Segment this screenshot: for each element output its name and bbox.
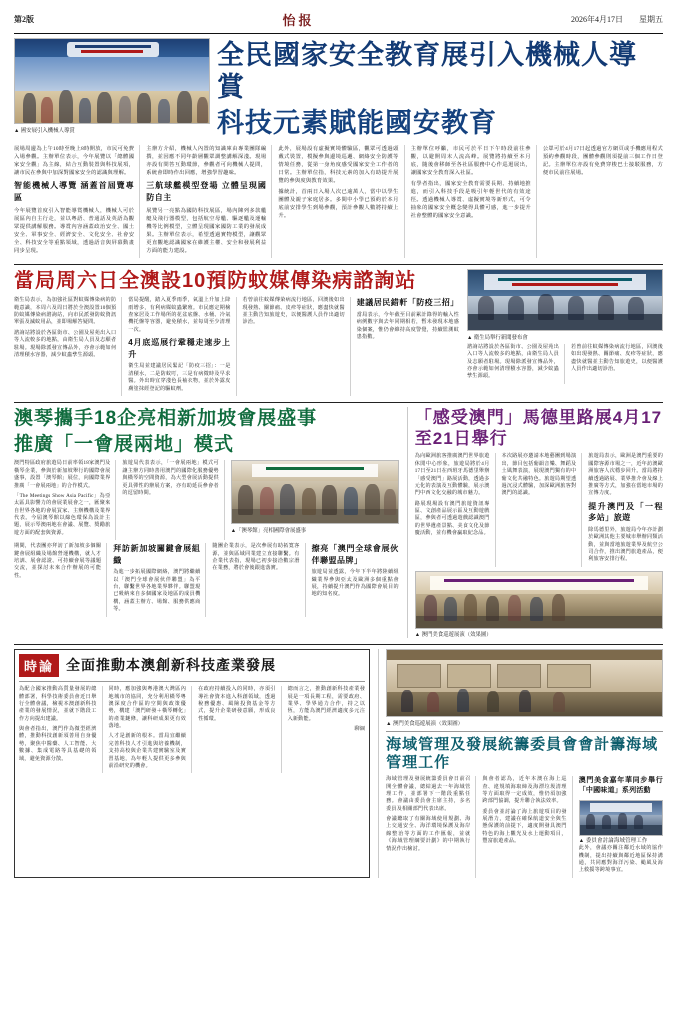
expo-col-6 — [312, 543, 399, 616]
expo-para: 隨團企業表示，是次參展有助拓寬客源，並與區域同業建立直接聯繫。有企業代表指，現場已初步接洽數宗潛在業務，將於會後跟進落實。 — [212, 543, 300, 572]
expo-para: 旅遊局並透露，今年下半年將陸續組織業界參與亞太及歐洲多個重點會展，持續提升澳門作為國際會展目的地的知名度。 — [311, 569, 399, 598]
mosquito-col-3 — [243, 297, 351, 396]
mosquito-para: 諮詢站將設於各區街市、公園及屋苑出入口等人流較多的地點，由衛生局人員及志願者駐場。現場除派發宣傳品外，亦會示範如何清理積水容器，減少蚊蟲孳生源頭。 — [14, 329, 117, 358]
publication-weekday: 星期五 — [639, 15, 663, 24]
masthead-rule — [14, 33, 663, 34]
marine-para: 委員會並討論了海上旅遊項目的發展潛力，建議在確保航道安全與生態保護的前提下，適度開發具澳門特色的海上觀光及水上運動項目，豐富旅遊產品。 — [482, 808, 567, 845]
lead-para: 此外，展場設有虛擬實境體驗區，觀眾可透過頭戴式裝置，模擬參與邊境巡邏、網絡安全防護等情境任務，從第一身角度感受國家安全工作者的日常。主辦單位指，科技元素的加入有助提升展覽的參與度與教育效果。 — [278, 145, 399, 184]
lead-subhead-2: 三航球艦模型登場 立體呈現國防自主 — [146, 180, 267, 202]
editorial — [14, 649, 370, 878]
lead-para: 公眾可於4月17日起透過官方網頁或手機應用程式預約參觀時段，團體參觀則須提前三個工作日登記。主辦單位亦設有免費穿梭巴士接駁服務，方便市民前往展場。 — [542, 145, 664, 176]
expo-col-2 — [122, 460, 224, 540]
mosquito-photo-caption: ▲ 衛生局舉行新聞發布會 — [467, 334, 528, 341]
lead-subhead-1: 智能機械人導覽 涵蓋首屆覽專區 — [14, 180, 135, 202]
marine-side-subhead: 澳門美食嘉年華同步舉行 「中國味道」系列活動 — [578, 777, 663, 795]
expo-photo-block — [231, 460, 399, 540]
lead-para: 展覽另一亮點為國防科技展區，場內陳列多款艦艇及飛行器模型，包括航空母艦、驅逐艦及運輸機等比例模型，立體呈現國家國防工業的發展成果。主辦單位表示，希望透過實物模型，讓觀眾更直觀地認識國家在維護主權、安全和發展利益方面的能力建設。 — [146, 208, 267, 255]
marine-col-2 — [482, 776, 572, 878]
expo-subhead-2: 擦亮「澳門全球會展伙伴聯盟品牌」 — [311, 544, 399, 565]
middle-block — [14, 407, 663, 638]
editorial-col-3 — [198, 686, 282, 773]
mosquito-subhead-2: 建議居民錯軒「防疫三招」 — [356, 298, 459, 308]
street-col-1 — [415, 453, 496, 566]
lead-photo-block — [14, 38, 210, 140]
mosquito-side-col-2 — [571, 344, 663, 384]
page-number: 第2版 — [14, 15, 34, 24]
divider-middle — [14, 644, 663, 645]
street-col-3 — [588, 453, 663, 566]
mosquito-photo-block — [467, 269, 663, 396]
editorial-badge: 時論 — [19, 654, 59, 677]
marine-para: 會議聽取了有關海域使用規劃、海上交通安全、海洋環境保護及海岸線整治等方面的工作匯報，並就《海域管理綱要計劃》的中期執行情況作出檢討。 — [386, 816, 471, 852]
expo-headline-line2: 推廣「一會展兩地」模式 — [14, 433, 235, 455]
expo-headline-line1: 澳琴攜手18企亮相新加坡會展盛事 — [14, 407, 318, 429]
expo-para: 為進一步拓展國際網絡，澳門將繼續以「澳門全球會展伙伴聯盟」為平台，聯繫世界各地業界夥伴。聯盟現已吸納來自多個國家及地區的成員機構，涵蓋主辦方、場館、服務供應商等。 — [113, 569, 201, 613]
marine-photo-caption: ▲ 委員會討論海域管理工作 — [578, 837, 648, 844]
mosquito-side-col-1 — [467, 344, 565, 384]
street-photo — [415, 571, 663, 629]
lead-col-2 — [146, 145, 272, 259]
marine-col-1 — [386, 776, 476, 878]
lead-headline-line2: 科技元素賦能國安教育 — [217, 107, 497, 138]
street-story — [407, 407, 663, 638]
street-para: 路展現場設有澳門旅遊資訊專區、文創產品展示區及互動遊戲區，參與者可透過遊戲認識澳門的世界遺產景點、美食文化及節慶活動，並有機會贏取紀念品。 — [414, 500, 490, 537]
divider-lead — [14, 264, 663, 265]
lead-col-5 — [543, 145, 663, 259]
paper-name: 怡报 — [282, 13, 315, 28]
lead-col-4 — [411, 145, 537, 259]
mosquito-photo — [467, 269, 663, 331]
mosquito-headline: 當局周六日全澳設10預防蚊媒傳染病諮詢站 — [14, 270, 417, 293]
lead-para: 今年展覽首度引入智能導賞機械人，機械人可於展區內自主行走，並以粵語、普通話及英語為觀眾提供講解服務。導賞內容涵蓋政治安全、國土安全、軍事安全、經濟安全、文化安全、社會安全、科技安全等重點領域，透過語音與屏幕動畫同步呈現。 — [14, 208, 135, 255]
divider-mosquito — [14, 402, 663, 403]
street-scene-photo — [386, 649, 663, 717]
lead-headline-line1: 全民國家安全教育展引入機械人導賞 — [217, 40, 637, 102]
editorial-col-2 — [109, 686, 193, 773]
expo-col-3 — [14, 543, 107, 616]
editorial-byline: 聊綱 — [354, 726, 366, 733]
marine-col-3 — [579, 776, 663, 878]
street-photo-caption: ▲ 澳門美食巡遊展演（效果圖） — [414, 632, 492, 639]
marine-headline: 海域管理及發展統籌委員會會計籌海域管理工作 — [386, 735, 659, 772]
mosquito-para: 若曾前往蚊媒傳染病流行地區，回澳後如出現發熱、關節痛、皮疹等症狀，應盡快就醫並主動告知旅遊史，以便醫護人員作出適切診治。 — [242, 297, 345, 326]
expo-story — [14, 407, 399, 638]
marine-photo — [579, 800, 663, 836]
expo-col-5 — [212, 543, 305, 616]
mosquito-para: 當局表示，今年截至目前累計錄得的輸入性病例數字與去年同期相若，暫未發現本地感染個案，惟仍會維持高度警覺，持續監測蚊患指數。 — [356, 311, 459, 341]
bottom-block — [14, 649, 663, 878]
street-para: 為向歐洲旅客推廣澳門世界旅遊休閒中心形象，旅遊局將於4月17日至21日在西班牙馬德里舉辦「感受澳門」路展活動，透過多元化的表演及互動體驗，展示澳門中西文化交融的城市魅力。 — [414, 453, 490, 497]
street-para: 除馬德里外，旅遊局今年亦計劃於歐洲其他主要城市舉辦同類活動，並與當地旅遊業界及航空公司合作，推出澳門旅遊產品，便利旅客安排行程。 — [588, 526, 664, 563]
marine-para: 與會者認為，近年本澳在海上巡查、違規填海取締及海漂垃圾清理等方面取得一定成效，惟仍須加強跨部門協調，提升聯合執法效率。 — [482, 776, 567, 805]
expo-para: 旅遊局代表表示，「一會展兩地」模式可讓主辦方同時善用澳門的國際化服務優勢與橫琴的空間資源，為大型會展活動提供更具彈性的辦展方案，亦有助延長參會者的逗留時間。 — [122, 460, 219, 496]
mosquito-para: 衛生局並建議居民緊記「防疫三招」：一是清積水，二是防蚊叮，三是有病徵時及早求醫。外出時宜穿淺色長袖衣物，並於外露皮膚塗抹經登記的驅蚊劑。 — [128, 363, 231, 392]
mosquito-side-para: 諮詢站將設於各區街市、公園及屋苑出入口等人流較多的地點，由衛生局人員及志願者駐場。現場除派發宣傳品外，亦會示範如何清理積水容器，減少蚊蟲孳生源頭。 — [467, 343, 559, 380]
bottom-right — [378, 649, 663, 878]
lead-col-3 — [278, 145, 404, 259]
lead-photo — [14, 38, 210, 124]
street-scene-caption: ▲ 澳門美食巡遊展演（效果圖） — [386, 720, 464, 727]
lead-para: 主辦方介紹，機械人內置的知識庫由專業團隊編撰，並因應不同年齡層觀眾調整講解深淺。現場亦設有問答互動環節，參觀者可向機械人提問，系統會即時作出回應，增強學習趣味。 — [146, 145, 267, 176]
editorial-col-1 — [19, 686, 103, 773]
expo-photo — [231, 460, 399, 524]
mosquito-para: 衛生局表示，為加強社區對蚊媒傳染病的防範意識，本周六及周日將於全澳設置10個預防蚊媒傳染病諮詢站，向市民派發防蚊資訊單張及滅蚊用品，並即場解答疑問。 — [14, 297, 117, 326]
editorial-para: 同時，應加強與粵港澳大灣區內地城市的協同，充分利用橫琴粵澳深度合作區的空間與政策優勢，構建「澳門研發＋橫琴轉化」的產業鏈條，讓科研成果更有效落地。 — [108, 686, 187, 730]
expo-photo-caption: ▲「澳琴館」亮相國際會展盛事 — [230, 527, 307, 534]
mosquito-col-2 — [128, 297, 236, 396]
publication-date: 2026年4月17日 — [571, 15, 623, 24]
marine-para: 此外，會議亦關注鄰近水域的協作機制，提出持續與鄰近地區保持溝通，共同應對海洋污染、颱風及海上救援等跨境事宜。 — [578, 845, 663, 874]
expo-col-4 — [113, 543, 206, 616]
marine-para: 海域管理及發展統籌委員會日前召開全體會議，總結過去一年海域管理工作，並部署下一階段重點任務。會議由委員會主席主持，多名委員及相關部門代表出席。 — [386, 776, 471, 812]
lead-photo-caption: ▲ 國安展引入機械人導賞 — [14, 127, 75, 134]
street-col-2 — [502, 453, 583, 566]
mosquito-col-1 — [14, 297, 122, 396]
expo-para: 期間，代表團亦拜訪了新加坡多個關鍵會展組織及場館營運機構，就人才培訓、展會認證、可持續會展等議題交流，並探討未來合作辦展的可能性。 — [14, 543, 102, 579]
lead-para: 展場周邊為上午10時至晚上8時開放，市民可免費入場參觀。主辦單位表示，今年展覽以「總體國家安全觀」為主線，結合互動裝置與科技展項，讓市民在參與中加深對國家安全的認識與理解。 — [14, 145, 135, 176]
lead-col-1 — [14, 145, 140, 259]
street-para: 旅遊局表示，歐洲是澳門重要的國際客源市場之一，近年訪澳歐洲旅客人次穩步回升。當局將持續透過路展、業界推介會及線上推廣等方式，加強在當地市場的宣傳力度。 — [588, 453, 664, 497]
lead-headline-block — [217, 38, 663, 140]
expo-subhead-1: 拜訪新加坡關鍵會展組織 — [113, 544, 201, 565]
mosquito-story — [14, 269, 663, 396]
expo-para: 「The Meetings Show Asia Pacific」為亞太區具影響力的會展業展會之一，匯聚來自世界各地的會展買家、主辦機構及業界代表。今屆澳琴館以綠色環保為設計主題，展示琴澳兩地在會議、展覽、獎勵旅遊方面的配套與資源。 — [14, 492, 111, 536]
editorial-para: 人才是創新的根本。當局宜繼續完善科技人才引進與培養機制，支持高校與企業共建實驗室及實習基地，為年輕人提供更多參與前沿研究的機會。 — [108, 733, 187, 769]
editorial-para: 與會者指出，澳門作為微型經濟體，推動科技創新須善用自身優勢，聚焦中醫藥、人工智能、大數據、集成電路等具基礎的領域，避免資源分散。 — [19, 726, 97, 762]
editorial-para: 為配合國家推動高質量發展的總體部署，科學技術委員會近日舉行全體會議，檢視本澳創新科技產業的發展情況，並就下階段工作方向提出建議。 — [19, 686, 97, 722]
street-subhead: 提升澳門及「一程多站」旅遊 — [588, 501, 664, 523]
expo-para: 澳門特區政府旅遊局日前率領18家澳門及橫琴企業，參與於新加坡舉行的國際會展盛事，設置「澳琴館」展位，向國際業界推廣「一會展兩地」的合作模式。 — [14, 460, 111, 489]
editorial-para: 總而言之，推動創新科技產業發展是一項長期工程，需要政府、業界、學界通力合作，持之以恆，方能為澳門經濟適度多元注入新動能。 — [287, 686, 366, 722]
lead-para: 有學者指出，國家安全教育需要長期、持續地推進，而引入科技手段是吸引年輕世代的有效途徑。透過機械人導賞、虛擬實境等新形式，可令抽象的國家安全概念變得具體可感，進一步提升社會整體的國家安全意識。 — [410, 180, 531, 219]
mosquito-col-4 — [357, 297, 459, 396]
editorial-headline: 全面推動本澳創新科技產業發展 — [66, 656, 277, 673]
expo-col-1 — [14, 460, 116, 540]
lead-story — [14, 38, 663, 258]
street-headline: 「感受澳門」馬德里路展4月17至21日舉行 — [414, 407, 663, 449]
mosquito-side-para: 若曾前往蚊媒傳染病流行地區，回澳後如出現發熱、關節痛、皮疹等症狀，應盡快就醫並主動告知旅遊史，以便醫護人員作出適切診治。 — [571, 343, 663, 372]
masthead — [14, 10, 663, 31]
street-para: 本次路展亦邀請本地藝團到場演出，節目包括葡韻音樂、舞蹈及土風舞表演，展現澳門獨有的中葡文化共融特色。旅遊局期望透過沉浸式體驗，加深歐洲旅客對澳門的認識。 — [501, 453, 577, 497]
lead-para: 據統計，首兩日入場人次已逾萬人，當中以學生團體及親子家庭居多。多間中小學已預約於本月底前安排學生到場參觀，預計參觀人數將持續上升。 — [278, 188, 399, 219]
lead-para: 主辦單位呼籲，市民可於平日下午時段前往參觀，以避開周末人流高峰。展覽將持續至本月底，隨後會移師至各社區服務中心作巡迴展出，讓國家安全教育深入社區。 — [410, 145, 531, 176]
mosquito-para: 當局提醒，踏入夏季雨季，氣溫上升加上降雨增多，有利病媒蚊蟲繁殖。市民應定期檢查家居及工作場所的花盆底盤、水桶、冷氣機托盤等容器，避免積水，並每周至少清理一次。 — [128, 297, 231, 333]
lead-body-columns — [14, 145, 663, 259]
editorial-para: 在政府持續投入的同時，亦須引導社會資本進入科創領域，透過稅務優惠、風險投資基金等方式，提升企業研發意願，形成良性循環。 — [198, 686, 276, 722]
mosquito-subhead: 4月底巡展行鞏穩走速步上升 — [128, 338, 231, 359]
editorial-col-4 — [288, 686, 366, 773]
